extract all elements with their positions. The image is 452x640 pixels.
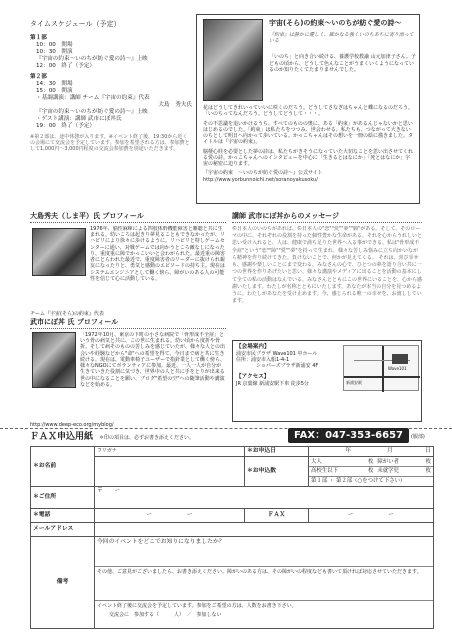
venue-section: [232, 340, 422, 422]
count-field[interactable]: [309, 457, 434, 487]
part1-item: 12：00 終了（予定）: [36, 62, 95, 69]
furigana-label: フリガナ: [97, 448, 117, 455]
part1-item: 10：30 開演: [36, 48, 73, 55]
tel-label: ＊電話: [31, 509, 95, 523]
fax-number: FAX：047-353-6657: [288, 428, 409, 443]
takeichi-blog-link[interactable]: http://www.deep-eco.org/myblog/: [30, 421, 114, 428]
fax-suffix: (服部): [410, 434, 425, 440]
takeichi-heading: 武市にぽ丼 氏 プロフィール: [30, 318, 226, 329]
map-venue-marker: [392, 354, 408, 364]
fax-field-label: ＦＡＸ: [245, 509, 309, 523]
count-disabled-label: 障がい者: [375, 458, 417, 467]
notes-q3: イベント終了後に交流会を予定しています。参加をご希望の方は、人数をお書き下さい。: [97, 603, 297, 610]
part2-item: 19：00 終了（予定）: [36, 122, 95, 129]
map-station-label: 新浦安駅: [346, 380, 362, 385]
notes-q2: その他、ご意見がございましたら、お書き添えください。障がいのある方は、その障がいの程度なども書いて頂ければ対応させていただきます。: [95, 567, 433, 601]
address-label: ＊ご住所: [31, 487, 95, 509]
message-section: [232, 212, 422, 344]
venue-name: 浦安市民プラザ Wave101 中ホール: [236, 350, 318, 357]
venue-address2: ショパーズプラザ新浦安 4F: [256, 363, 319, 370]
access-text: JR 京葉線 新浦安駅下車 徒歩5分: [236, 380, 309, 387]
part2-item: 14：30 開場: [36, 80, 73, 87]
count-adult-label: 大人: [309, 458, 360, 467]
mail-field[interactable]: [95, 523, 434, 537]
fax-field[interactable]: ー ー: [309, 509, 434, 523]
date-day: 日: [424, 448, 431, 454]
schedule-section: [30, 20, 192, 152]
message-body: ©日本人のいのちがあれば、©日本人の"恋""愛""夢""願"がある。そして、そのローマの中に、それぞれの役割を持った個性豊かな生命がある。それを心からうれしいと思い受け入れると、人は、健康で満ち足りた世界へ入る事ができる。私は"骨形成不全症"という"恋""障""愛""夢"を持って生まれ、様々な苦しみ悩みに立ち向かいながら精神を作り続けてきた。負けないことで、何かが見えてくる。 それは、喜び幸せも、感謝や楽しいことにまで変わる。みなさんの心で、ひとつの夢を語り合い共に一つの世界を作りあげたいと思い、様々な講演やメディアに出ることを活動の基本にして全ての私の活動はなんでいる。みなさんとともにこの世界にいることを、心から感謝いたします。わたしが名称とともにいたします。あなたが本当の自分を見つめるように。わたしがあなたを受け止めます。今、感じられる唯一の幸せを、お渡ししています。: [232, 225, 422, 305]
part2-label: 第２部: [30, 73, 47, 80]
postal-mark: 〒 ー: [97, 488, 121, 495]
form-instruction: ＊印の項目は、必ずお書き添えください。: [98, 435, 194, 441]
takeichi-profile: [30, 318, 226, 428]
date-label: ＊お申込日: [245, 447, 309, 457]
schedule-title: タイムスケジュール（予定）: [30, 20, 121, 28]
oshima-team: チーム『宇宙(そら)の約束』代表: [30, 310, 104, 317]
count-preschool-unit: 枚: [417, 467, 433, 477]
name-field[interactable]: [95, 457, 245, 487]
address-field[interactable]: [95, 487, 434, 509]
movie-text3: 脳梗心経を必要とした夢の詩は、私たちがきそうになっていた大切なことを思い出させてくれる愛の詩。かっこちゃんへのインタビューを中心に「生きるとはなにか」「死とはなにか」宇宙の秘密に迫ります。: [203, 148, 414, 167]
venue-address: 浦安市入船1-4-1: [251, 357, 290, 364]
oshima-profile: [30, 212, 226, 317]
notes-q1: 今回のイベントをどこでお知りになりましたか？: [95, 537, 433, 567]
mail-label: メールアドレス: [31, 523, 95, 537]
movie-photo: [203, 19, 263, 101]
count-student-label: 高校生以下: [309, 467, 360, 477]
movie-site-link[interactable]: http://www.yorbunnoichi.net/soranoyakusoku/: [203, 176, 318, 183]
application-form: [30, 446, 434, 629]
count-label: ＊お申込数: [245, 457, 309, 487]
venue-heading: 【会場案内】: [236, 344, 270, 350]
movie-tagline: 『約束』は静かに優しく、確かなる強くいのちあちに寄り添っている: [269, 31, 414, 44]
date-year: 年: [345, 448, 351, 454]
part2-item: ・基調講演：講師 チーム『宇宙の約束』代表: [36, 94, 150, 101]
takeichi-photo: [32, 332, 76, 388]
count-student-unit: 枚: [360, 467, 375, 477]
notes-field[interactable]: [95, 537, 434, 629]
movie-site-title: 『宇宙の約束 〜いのちが紡ぐ愛の詩〜』公式サイト: [203, 170, 323, 177]
part1-label: 第１部: [30, 34, 47, 41]
form-header: [30, 432, 434, 446]
takeichi-body: 「1972年10月、東京の下町の小さな病院で「骨形成不全症」という骨の病気と共に、この世に生まれる。幼い頃から度折や骨折。そして病そのものの苦しみを感じていたが、様々な人との出会いや経験などから"命"への希望を得て、今日まで病と共に生き続ける。現在は、電動車椅子ユーザーで指針業として働く傍ら、様々なNGOにてボランティアに参加。最近、一人一人が自分が生きていきた役割に気づき、世界中の人と共に手をとりが出来る世の中になることを願い、ブログ"希望の空"への随筆活動や講演などを始める。: [80, 331, 226, 388]
venue-map: [343, 345, 419, 391]
exchange-choice[interactable]: 交流会に 参加する（ 人） ／ 参加しない: [109, 612, 222, 619]
part2-item: 15：00 開演: [36, 87, 73, 94]
map-venue-label: Wave101: [388, 366, 407, 371]
movie-text2: その不思議を追いかけるうち、すべてのものの奥に、ある「約束」があるんじゃないかと思いはじめるのでした。「約束」は私たちをつつみ、世会わせる。私たちも、つながって大きないのちとして明日へ向かって歩いている。かっこちゃんはその想いを一冊の絵に描きました。タイトルは『宇宙の約束』。: [203, 120, 414, 146]
part2-item: ・ゲスト講演：講師 武市にぽ丼氏: [36, 115, 122, 122]
date-field[interactable]: [309, 447, 434, 457]
movie-section: [196, 14, 420, 204]
notes-label: 備考: [31, 537, 95, 629]
oshima-heading: 大島秀夫（しま平）氏 プロフィール: [30, 212, 226, 223]
part2-item: 大島 秀夫氏: [158, 101, 192, 108]
count-disabled-unit: 枚: [417, 458, 433, 467]
part-choice: 第１部 ・ 第２部（○をつけて下さい）: [311, 478, 406, 485]
oshima-photo: [32, 228, 86, 276]
oshima-body: 1976年、脳性麻痺による四肢体幹機能障害と難聴と共に生まれる。幼いころは起きり夢見ることもできなかったが、リハビリにより徐々に歩けるように。リハビリと特しゲームセンターに通い、対戦ゲームでは向かうところ敵なしになったり、重度重に障でかっこいいと会わがられた。最近重の障害者にとらわれた最近で、重度障害者のリーダーに抜けられ親友になったりと、勇気と感動のエピソードの持ち主。現在はシステムエンジニアとして働く傍ら、障がいのある人の可能性を信じて心に活動している。: [90, 225, 226, 282]
furigana-field[interactable]: [95, 447, 245, 457]
count-preschool-label: 未就学児: [375, 467, 417, 477]
part2-item: 『宇宙の約束〜いのちが紡ぐ愛の詩〜』上映: [36, 108, 148, 115]
part1-item: 10：00 開場: [36, 41, 73, 48]
part1-list: [36, 42, 192, 70]
count-adult-unit: 枚: [360, 458, 375, 467]
movie-title: 宇宙(そら)の約束〜いのちが紡ぐ愛の詩〜: [269, 19, 402, 27]
movie-quote: 花はどうしてきれいっていいに咲くのだろう。どうしてさなぎはちゃんと蝶になるのだろう。「いのちってなんだろう。どうしてどうして・・・。: [203, 105, 414, 118]
tel-field[interactable]: ー ー: [95, 509, 245, 523]
name-label: ＊お名前: [31, 447, 95, 487]
message-heading: 講師 武市にぽ丼からのメッセージ: [232, 212, 422, 223]
date-month: 月: [387, 448, 393, 454]
schedule-notes: ※第２部は、途中休憩が入ります。※イベント終了後、19:30から近くの会場にて交流会を予定しています。参加を希望される方は、参加費として1,000円〜3,000円程度の交流会参加費を別途いただきます。: [30, 133, 190, 153]
movie-body: 「いのち」と向き合い続ける、養護学校教諭 山元加津子さん。子どもの頃から、どうして色んなことがうまくいくようになっているのか知りたくてたまりませんでした。: [269, 54, 416, 73]
part1-item: 『宇宙の約束〜いのちが紡ぐ愛の詩〜』上映: [36, 55, 148, 62]
part2-list: [36, 81, 192, 130]
venue-address-label: 住所：: [236, 357, 252, 364]
access-heading: 【アクセス】: [236, 373, 270, 380]
form-title: ＦＡＸ申込用紙: [30, 432, 94, 442]
